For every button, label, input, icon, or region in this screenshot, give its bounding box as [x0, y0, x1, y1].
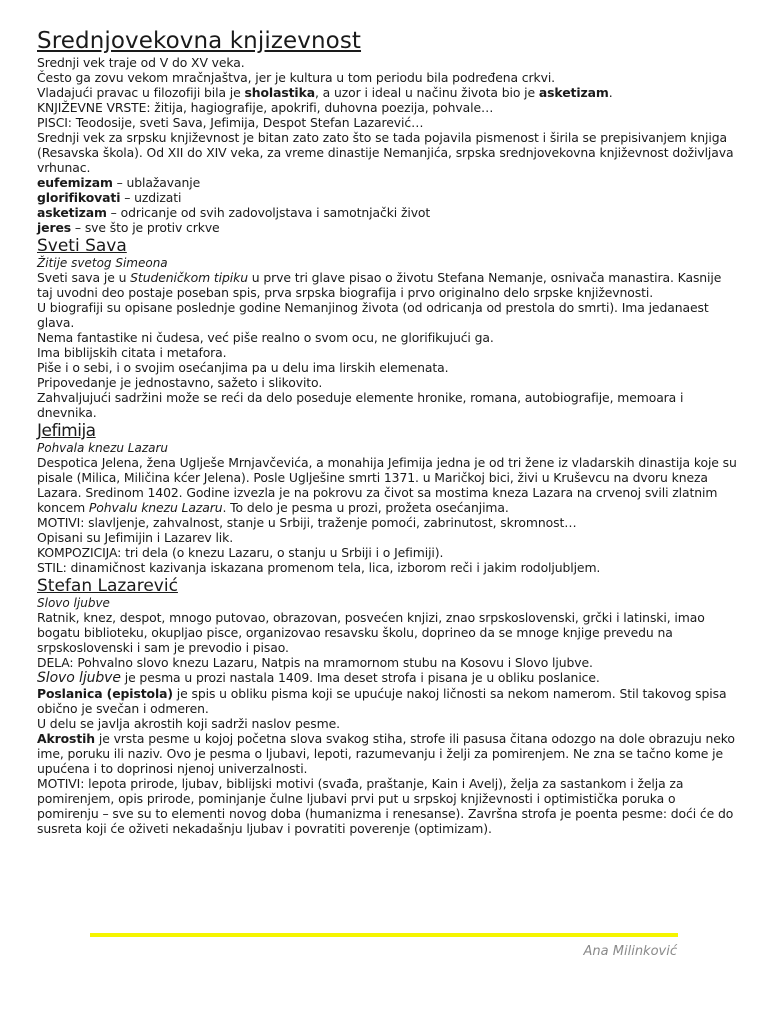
section-subtitle: Pohvala knezu Lazaru [37, 441, 169, 455]
work-title: Pohvalu knezu Lazaru [88, 500, 223, 515]
paragraph [37, 670, 737, 686]
glossary-term: glorifikovati [37, 190, 121, 205]
paragraph: DELA: Pohvalno slovo knezu Lazaru, Natpis na mramornom stubu na Kosovu i Slovo ljubve. [37, 655, 593, 670]
paragraph [37, 731, 737, 776]
section-heading-sveti-sava: Sveti Sava [37, 236, 127, 256]
intro-text: . [608, 85, 613, 100]
glossary-definition: – odricanje od svih zadovoljstava i samotnjački život [106, 205, 431, 220]
paragraph-text: Sveti sava je u [37, 270, 131, 285]
glossary-term: Poslanica (epistola) [37, 686, 173, 701]
document-page [37, 27, 737, 836]
glossary-term: Akrostih [37, 731, 96, 746]
glossary-term: asketizam [37, 205, 107, 220]
author-name: Ana Milinković [583, 944, 677, 959]
section-heading-jefimija: Jefimija [37, 421, 96, 441]
paragraph: MOTIVI: lepota prirode, ljubav, biblijski motivi (svađa, praštanje, Kain i Avelj), želja za sastankom i želja za pomirenjem, opis prirode, pominjanje čulne ljubavi prvi put u srpskoj književnosti i optimistička poruka o pomirenju – sve su to elementi novog doba (humanizma i renesanse). Završna strofa je poenta pesme: doći će do susreta koji će oživeti nekadašnju ljubav i povratiti poverenje (optimizam). [37, 776, 734, 836]
glossary-item [37, 205, 737, 220]
paragraph-text: je spis u obliku pisma koji se upućuje nakoj ličnosti sa nekom namerom. Stil takovog spisa obično je svečan i odmeren. [37, 686, 727, 716]
paragraph: Pripovedanje je jednostavno, sažeto i slikovito. [37, 375, 323, 390]
page-title: Srednjovekovna knjizevnost [37, 28, 362, 54]
paragraph: U biografiji su opisane poslednje godine Nemanjinog života (od odricanja od prestola do smrti). Ima jedanaest glava. [37, 300, 709, 330]
glossary-item [37, 175, 737, 190]
paragraph: STIL: dinamičnost kazivanja iskazana promenom tela, lica, izborom reči i jakim rodoljubljem. [37, 560, 601, 575]
paragraph: Opisani su Jefimijin i Lazarev lik. [37, 530, 234, 545]
paragraph: KOMPOZICIJA: tri dela (o knezu Lazaru, o stanju u Srbiji i o Jefimiji). [37, 545, 444, 560]
paragraph-text: u prve tri glave pisao o životu Stefana Nemanje, osnivača manastira. Kasnije taj uvodni deo postaje poseban spis, prva srpska biografija i prvo originalno delo srpske književnosti. [37, 270, 722, 300]
paragraph [37, 455, 737, 515]
glossary-term: eufemizam [37, 175, 113, 190]
intro-line-3 [37, 85, 737, 100]
section-subtitle: Žitije svetog Simeona [37, 256, 168, 270]
glossary-definition: – ublažavanje [112, 175, 201, 190]
work-title: Studeničkom tipiku [130, 270, 248, 285]
paragraph-text: Despotica Jelena, žena Uglješe Mrnjavčevića, a monahija Jefimija jedna je od tri žene iz vladarskih dinastija koje su pisale (Milica, Miličina kćer Jelena). Posle Uglješine smrti 1371. u Maričkoj bici, živi u Kruševcu na dvoru kneza Lazara. Sredinom 1402. Godine izvezla je na pokrovu za čivot sa mostima kneza Lazara na crvenoj svili zlatnim koncem [37, 455, 737, 515]
glossary-definition: – sve što je protiv crkve [71, 220, 220, 235]
paragraph-text: je pesma u prozi nastala 1409. Ima deset strofa i pisana je u obliku poslanice. [120, 670, 600, 685]
writers: PISCI: Teodosije, sveti Sava, Jefimija, Despot Stefan Lazarević… [37, 115, 424, 130]
glossary-item [37, 220, 737, 235]
section-subtitle: Slovo ljubve [37, 596, 110, 610]
glossary-definition: – uzdizati [120, 190, 182, 205]
work-title: Slovo ljubve [37, 670, 121, 686]
paragraph: Zahvaljujući sadržini može se reći da delo poseduje elemente hronike, romana, autobiografije, memoara i dnevnika. [37, 390, 684, 420]
intro-line-1: Srednji vek traje od V do XV veka. [37, 55, 245, 70]
paragraph: MOTIVI: slavljenje, zahvalnost, stanje u Srbiji, traženje pomoći, zabrinutost, skromnost… [37, 515, 577, 530]
paragraph: Ima biblijskih citata i metafora. [37, 345, 227, 360]
intro-text: , a uzor i ideal u načinu života bio je [314, 85, 539, 100]
intro-text: Vladajući pravac u filozofiji bila je [37, 85, 245, 100]
footer-divider [90, 933, 678, 937]
literary-genres: KNJIŽEVNE VRSTE: žitija, hagiografije, apokrifi, duhovna poezija, pohvale… [37, 100, 494, 115]
paragraph: U delu se javlja akrostih koji sadrži naslov pesme. [37, 716, 340, 731]
term-sholastika: sholastika [244, 85, 315, 100]
glossary-item [37, 190, 737, 205]
paragraph: Nema fantastike ni čudesa, već piše realno o svom ocu, ne glorifikujući ga. [37, 330, 494, 345]
section-heading-stefan-lazarevic: Stefan Lazarević [37, 576, 178, 596]
paragraph-text: . To delo je pesma u prozi, prožeta osećanjima. [222, 500, 509, 515]
paragraph [37, 686, 737, 716]
paragraph: Piše i o sebi, i o svojim osećanjima pa u delu ima lirskih elemenata. [37, 360, 449, 375]
intro-paragraph: Srednji vek za srpsku književnost je bitan zato zato što se tada pojavila pismenost i širila se prepisivanjem knjiga (Resavska škola). Od XII do XIV veka, za vreme dinastije Nemanjića, srpska srednjovekovna književnost doživljava vrhunac. [37, 130, 734, 175]
glossary-term: jeres [37, 220, 72, 235]
paragraph-text: je vrsta pesme u kojoj početna slova svakog stiha, strofe ili pasusa čitana odozgo na dole obrazuju neko ime, poruku ili naziv. Ovo je pesma o ljubavi, lepoti, razumevanju i želji za pomirenjem. Ne zna se tačno kome je upućena i to doprinosi njenoj univerzalnosti. [37, 731, 735, 776]
term-asketizam: asketizam [538, 85, 609, 100]
intro-line-2: Često ga zovu vekom mračnjaštva, jer je kultura u tom periodu bila podređena crkvi. [37, 70, 556, 85]
paragraph [37, 270, 737, 300]
paragraph: Ratnik, knez, despot, mnogo putovao, obrazovan, posvećen knjizi, znao srpskoslovenski, grčki i latinski, imao bogatu biblioteku, okupljao pisce, organizovao resavsku školu, doprineo da se mnoge knjige prevedu na srpskoslovenski i sam je prevodio i pisao. [37, 610, 705, 655]
